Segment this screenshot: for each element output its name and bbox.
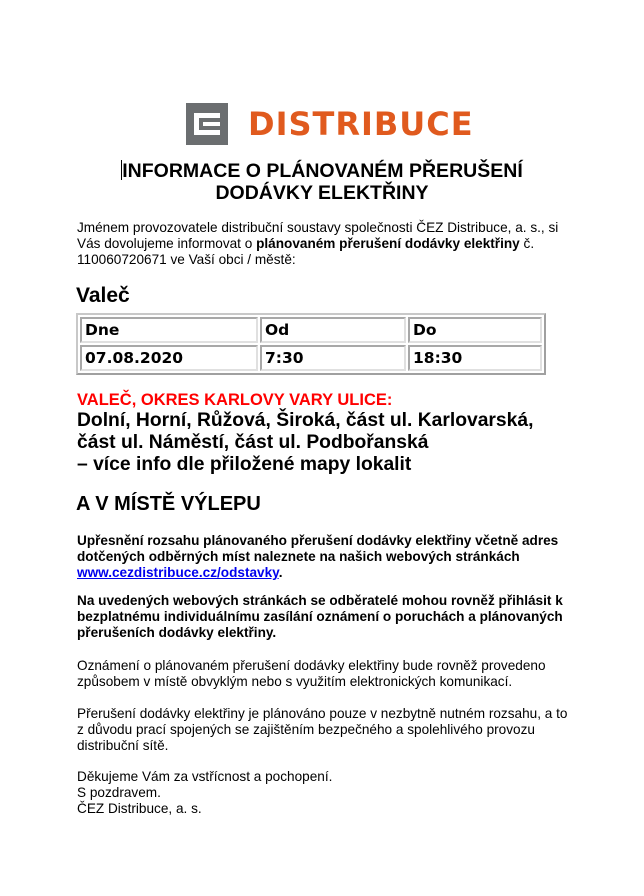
cell-to: 18:30 (408, 345, 542, 371)
header-from: Od (260, 317, 406, 343)
p1-end: . (278, 565, 283, 580)
company-logo (186, 103, 474, 145)
closing-thanks: Děkujeme Vám za vstřícnost a pochopení. (77, 769, 333, 784)
header-date: Dne (80, 317, 258, 343)
streets-line-3: – více info dle přiložené mapy lokalit (77, 454, 412, 475)
schedule-header-row (80, 317, 542, 343)
intro-paragraph (77, 220, 577, 268)
closing-signature: ČEZ Distribuce, a. s. (77, 801, 202, 816)
affected-streets (77, 410, 577, 476)
streets-line-2: část ul. Náměstí, část ul. Podbořanská (77, 432, 429, 453)
closing-block (77, 769, 577, 817)
schedule-row (80, 345, 542, 371)
cez-e-logo-icon (186, 103, 228, 145)
location-heading: VALEČ, OKRES KARLOVY VARY ULICE: (77, 391, 393, 409)
town-name: Valeč (76, 284, 130, 307)
document-title (60, 160, 584, 204)
paragraph-subscription: Na uvedených webových stránkách se odběratelé mohou rovněž přihlásit k bezplatnému individuálnímu zasílání oznámení o poruchách a plánovaných přerušeních dodávky elektřiny. (77, 593, 563, 640)
closing-greeting: S pozdravem. (77, 785, 161, 800)
title-line-1: INFORMACE O PLÁNOVANÉM PŘERUŠENÍ (122, 160, 523, 182)
schedule-table (76, 313, 546, 375)
paragraph-announcement: Oznámení o plánovaném přerušení dodávky elektřiny bude rovněž provedeno způsobem v místě obvyklým nebo s využitím elektronických komunikací. (77, 658, 546, 689)
p1-text: Upřesnění rozsahu plánovaného přerušení dodávky elektřiny včetně adres dotčených odběrných míst naleznete na našich webových stránkách (77, 533, 559, 564)
intro-text-1: Jménem provozovatele distribuční soustavy společnosti ČEZ Distribuce, a. s., si Vás dovolujeme informovat o (77, 220, 559, 251)
paragraph-necessity: Přerušení dodávky elektřiny je plánováno pouze v nezbytně nutném rozsahu, a to z důvodu prací spojených se zajištěním bezpečného a spolehlivého provozu distribuční sítě. (77, 706, 568, 753)
logo-text: DISTRIBUCE (248, 105, 474, 143)
paragraph-website-info (77, 533, 577, 581)
header-to: Do (408, 317, 542, 343)
cell-from: 7:30 (260, 345, 406, 371)
streets-line-1: Dolní, Horní, Růžová, Široká, část ul. Karlovarská, (77, 410, 534, 431)
odstavky-link[interactable]: www.cezdistribuce.cz/odstavky (77, 565, 279, 580)
intro-bold-text: plánovaném přerušení dodávky elektřiny (256, 236, 520, 251)
cell-date: 07.08.2020 (80, 345, 258, 371)
intro-text-2: č. 110060720671 ve Vaší obci / městě: (77, 236, 535, 267)
posting-place-heading: A V MÍSTĚ VÝLEPU (76, 493, 261, 515)
title-line-2: DODÁVKY ELEKTŘINY (215, 182, 429, 204)
